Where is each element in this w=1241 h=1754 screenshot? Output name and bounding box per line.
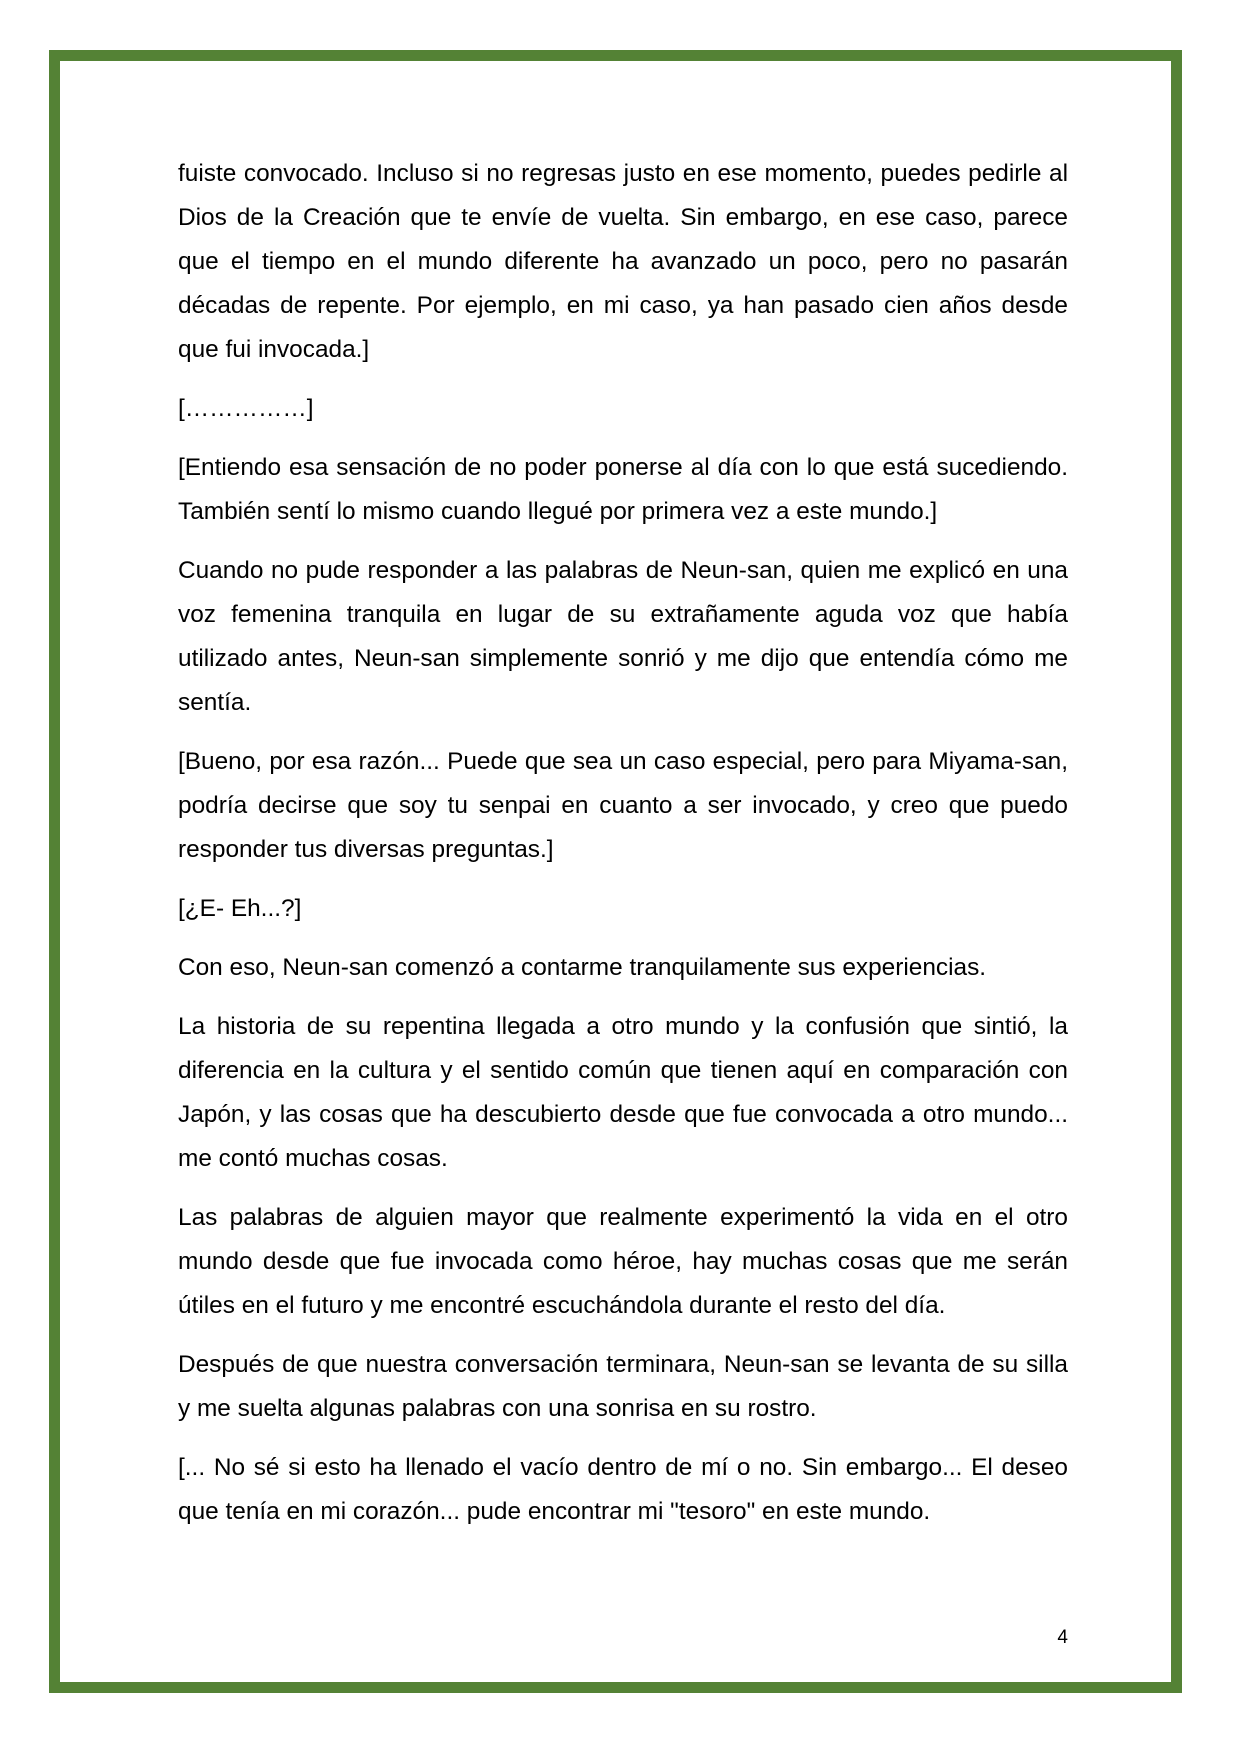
paragraph-2: [……………]: [178, 395, 314, 422]
paragraph-5: [Bueno, por esa razón... Puede que sea un caso especial, pero para Miyama-san, podría decirse que soy tu senpai en cuanto a ser invocado, y creo que puedo responder tus diversas preguntas.]: [178, 748, 1068, 863]
paragraph-11: [... No sé si esto ha llenado el vacío dentro de mí o no. Sin embargo... El deseo que tenía en mi corazón... pude encontrar mi "tesoro" en este mundo.: [178, 1454, 1068, 1525]
paragraph-10: Después de que nuestra conversación terminara, Neun-san se levanta de su silla y me suelta algunas palabras con una sonrisa en su rostro.: [178, 1351, 1068, 1422]
paragraph-4: Cuando no pude responder a las palabras de Neun-san, quien me explicó en una voz femenina tranquila en lugar de su extrañamente aguda voz que había utilizado antes, Neun-san simplemente sonrió y me dijo que entendía cómo me sentía.: [178, 557, 1068, 716]
document-body: [178, 152, 1068, 1549]
paragraph-8: La historia de su repentina llegada a otro mundo y la confusión que sintió, la diferencia en la cultura y el sentido común que tienen aquí en comparación con Japón, y las cosas que ha descubierto desde que fue convocada a otro mundo... me contó muchas cosas.: [178, 1013, 1068, 1172]
paragraph-3: [Entiendo esa sensación de no poder ponerse al día con lo que está sucediendo. También sentí lo mismo cuando llegué por primera vez a este mundo.]: [178, 454, 1068, 525]
paragraph-6: [¿E- Eh...?]: [178, 895, 302, 922]
paragraph-1: fuiste convocado. Incluso si no regresas justo en ese momento, puedes pedirle al Dios de la Creación que te envíe de vuelta. Sin embargo, en ese caso, parece que el tiempo en el mundo diferente ha avanzado un poco, pero no pasarán décadas de repente. Por ejemplo, en mi caso, ya han pasado cien años desde que fui invocada.]: [178, 160, 1068, 363]
paragraph-9: Las palabras de alguien mayor que realmente experimentó la vida en el otro mundo desde que fue invocada como héroe, hay muchas cosas que me serán útiles en el futuro y me encontré escuchándola durante el resto del día.: [178, 1204, 1068, 1319]
paragraph-7: Con eso, Neun-san comenzó a contarme tranquilamente sus experiencias.: [178, 954, 987, 981]
page-number: 4: [1057, 1627, 1068, 1648]
